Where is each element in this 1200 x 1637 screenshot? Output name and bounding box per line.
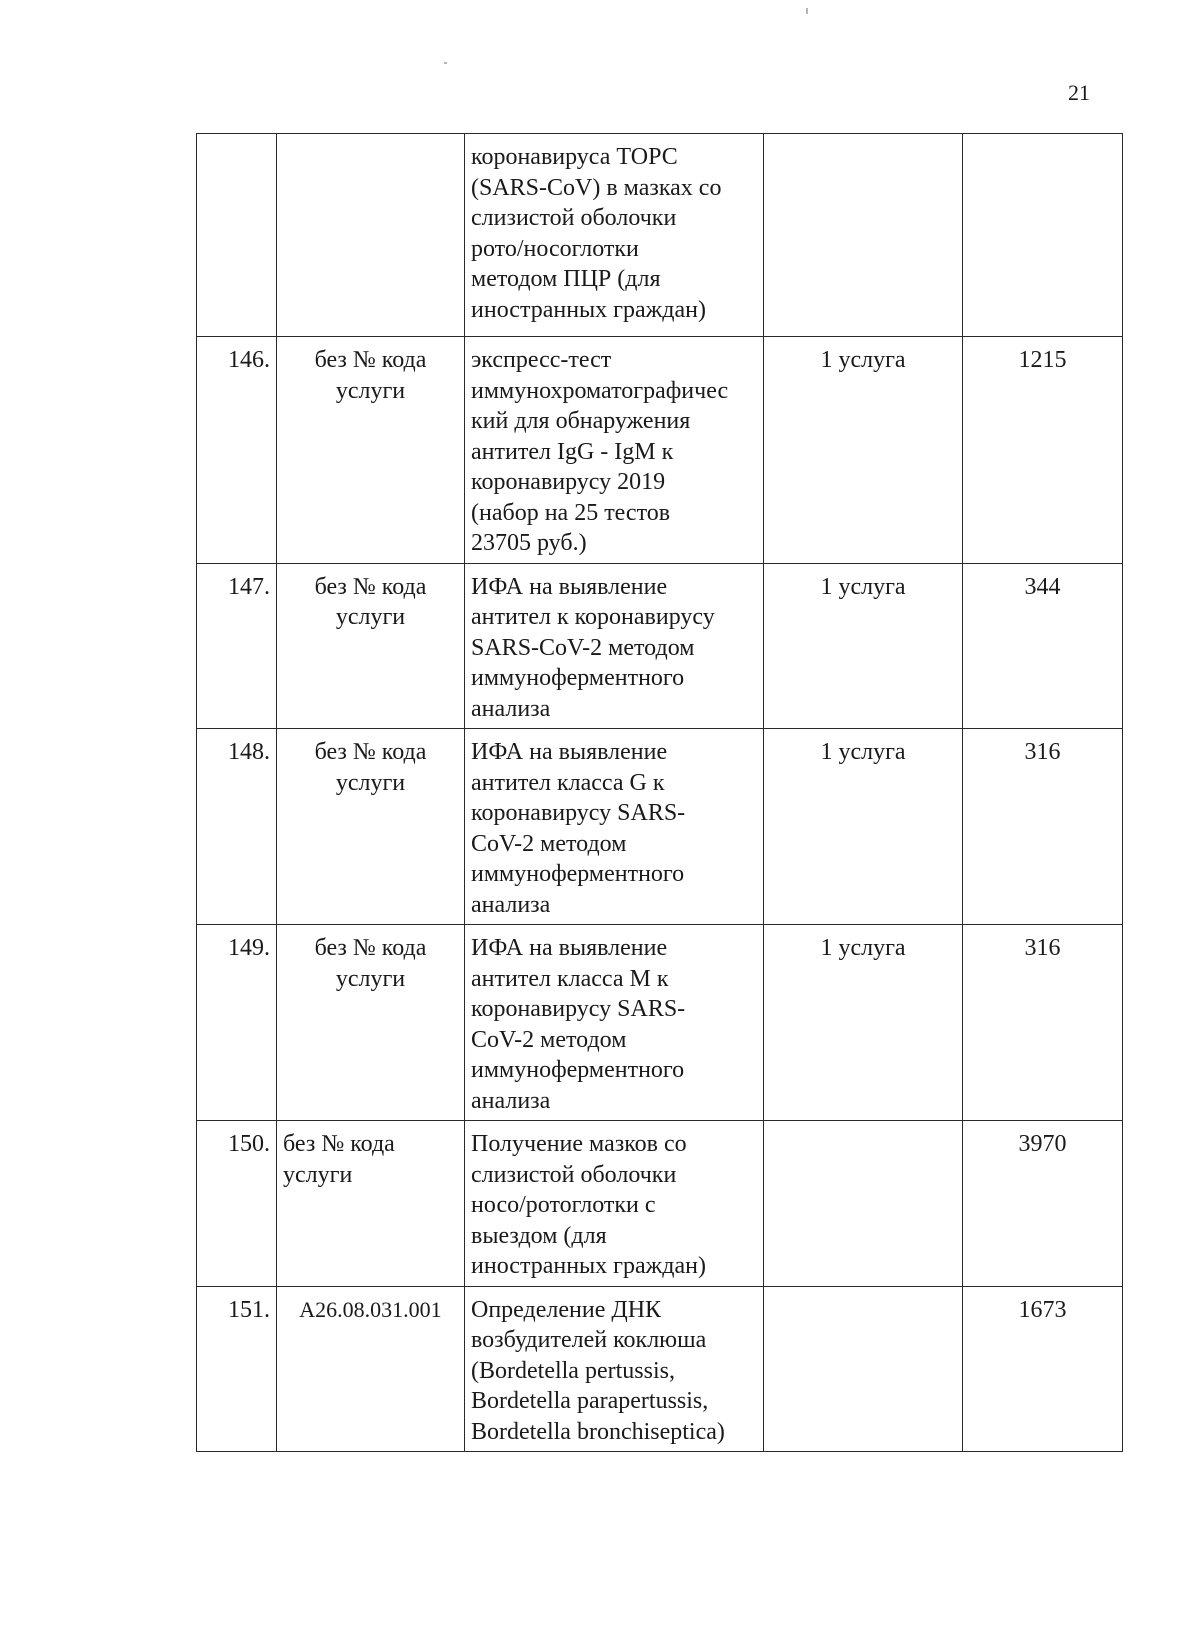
service-code-cell bbox=[277, 134, 465, 337]
row-number-cell: 148. bbox=[197, 729, 277, 925]
price-cell: 344 bbox=[963, 563, 1123, 729]
unit-cell: 1 услуга bbox=[764, 337, 963, 564]
service-code-cell: без № кода услуги bbox=[277, 729, 465, 925]
table-row bbox=[197, 563, 1123, 729]
service-name-cell: Определение ДНК возбудителей коклюша (Bordetella pertussis, Bordetella parapertussis, Bordetella bronchiseptica) bbox=[465, 1286, 764, 1452]
service-name-cell: экспресс-тест иммунохроматографичес кий для обнаружения антител IgG - IgM к коронавирусу 2019 (набор на 25 тестов 23705 руб.) bbox=[465, 337, 764, 564]
service-name-cell: ИФА на выявление антител к коронавирусу SARS-CoV-2 методом иммуноферментного анализа bbox=[465, 563, 764, 729]
unit-cell: 1 услуга bbox=[764, 925, 963, 1121]
unit-cell: 1 услуга bbox=[764, 729, 963, 925]
unit-cell bbox=[764, 1286, 963, 1452]
row-number-cell: 150. bbox=[197, 1121, 277, 1287]
table-row bbox=[197, 925, 1123, 1121]
table-row bbox=[197, 1121, 1123, 1287]
row-number-cell: 149. bbox=[197, 925, 277, 1121]
table-row bbox=[197, 729, 1123, 925]
service-name-cell: Получение мазков со слизистой оболочки носо/ротоглотки с выездом (для иностранных граждан) bbox=[465, 1121, 764, 1287]
service-name-cell: ИФА на выявление антител класса М к коронавирусу SARS- CoV-2 методом иммуноферментного анализа bbox=[465, 925, 764, 1121]
table-row bbox=[197, 337, 1123, 564]
service-code-cell: без № кода услуги bbox=[277, 337, 465, 564]
price-cell: 1215 bbox=[963, 337, 1123, 564]
row-number-cell: 151. bbox=[197, 1286, 277, 1452]
service-code-cell: без № кода услуги bbox=[277, 925, 465, 1121]
price-list-table bbox=[196, 133, 1123, 1452]
unit-cell bbox=[764, 1121, 963, 1287]
scan-artifact bbox=[444, 62, 447, 64]
table-row-continuation bbox=[197, 134, 1123, 337]
unit-cell: 1 услуга bbox=[764, 563, 963, 729]
service-name-cell: ИФА на выявление антител класса G к коронавирусу SARS- CoV-2 методом иммуноферментного анализа bbox=[465, 729, 764, 925]
unit-cell bbox=[764, 134, 963, 337]
price-cell: 316 bbox=[963, 925, 1123, 1121]
row-number-cell: 146. bbox=[197, 337, 277, 564]
service-name-cell: коронавируса ТОРС (SARS-CoV) в мазках со слизистой оболочки рото/носоглотки методом ПЦР (для иностранных граждан) bbox=[465, 134, 764, 337]
table-row bbox=[197, 1286, 1123, 1452]
service-code-cell: без № кода услуги bbox=[277, 1121, 465, 1287]
service-code-cell: без № кода услуги bbox=[277, 563, 465, 729]
row-number-cell bbox=[197, 134, 277, 337]
price-cell: 1673 bbox=[963, 1286, 1123, 1452]
page-number: 21 bbox=[1068, 80, 1090, 105]
service-code-cell: А26.08.031.001 bbox=[277, 1286, 465, 1452]
price-cell bbox=[963, 134, 1123, 337]
scan-artifact bbox=[806, 8, 808, 14]
price-cell: 316 bbox=[963, 729, 1123, 925]
price-cell: 3970 bbox=[963, 1121, 1123, 1287]
row-number-cell: 147. bbox=[197, 563, 277, 729]
